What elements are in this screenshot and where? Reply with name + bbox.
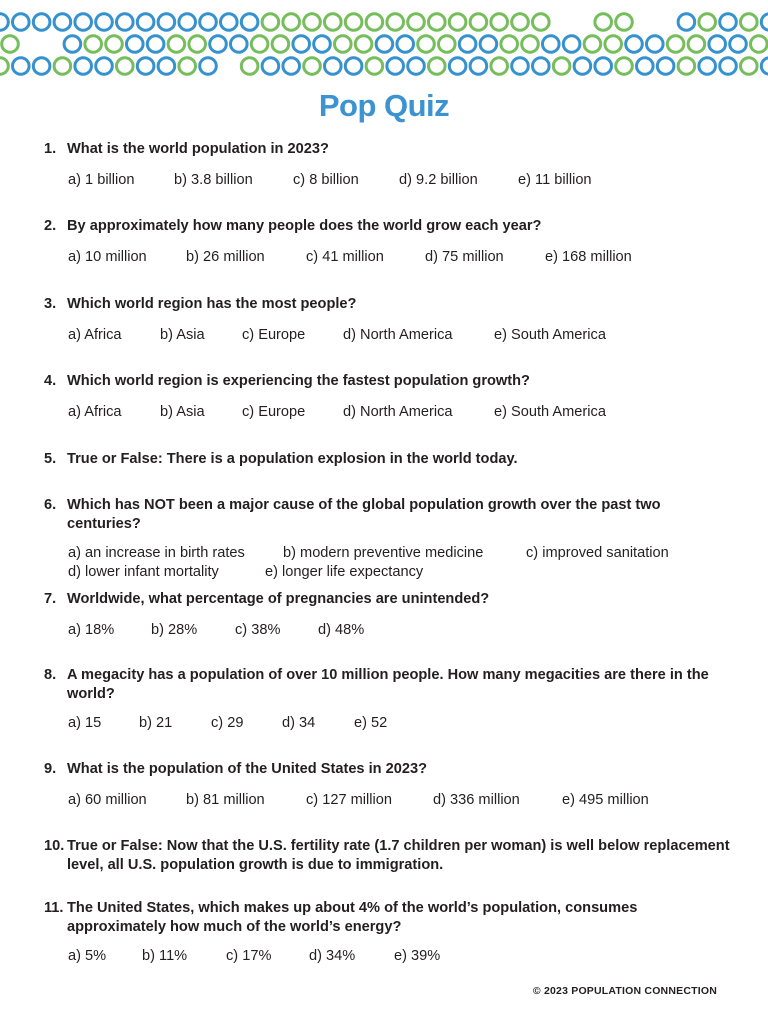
page-title: Pop Quiz xyxy=(318,88,450,123)
pattern-circle xyxy=(64,36,81,53)
question-2 xyxy=(44,217,734,267)
pattern-circle xyxy=(709,36,726,53)
pattern-circle xyxy=(491,58,508,75)
answer-option: b) Asia xyxy=(160,327,205,343)
pattern-circle xyxy=(595,58,612,75)
question-number: 2. xyxy=(44,218,57,234)
answer-option: e) 39% xyxy=(394,948,441,964)
question-number: 10. xyxy=(44,838,65,854)
pattern-circle xyxy=(304,14,321,31)
pattern-circle xyxy=(200,14,217,31)
pattern-circle xyxy=(335,36,352,53)
pattern-circle xyxy=(147,36,164,53)
pattern-circle xyxy=(366,58,383,75)
pattern-circle xyxy=(543,36,560,53)
pattern-circle xyxy=(533,14,550,31)
pattern-circle xyxy=(699,58,716,75)
answer-option: d) North America xyxy=(343,327,453,343)
pattern-circle xyxy=(429,14,446,31)
pattern-circle xyxy=(637,58,654,75)
pattern-circle xyxy=(751,36,768,53)
question-text: Which has NOT been a major cause of the global population growth over the past two centuries? xyxy=(67,497,661,532)
pattern-circle xyxy=(429,58,446,75)
pattern-circle xyxy=(595,14,612,31)
answer-option: d) 48% xyxy=(318,622,365,638)
pattern-circle xyxy=(408,58,425,75)
pattern-circle xyxy=(522,36,539,53)
pattern-circle xyxy=(741,58,758,75)
question-5 xyxy=(44,450,734,469)
header-circle-pattern xyxy=(0,0,768,82)
question-text: Which world region is experiencing the fastest population growth? xyxy=(67,373,530,389)
answer-option: c) Europe xyxy=(242,404,306,420)
answer-option: a) Africa xyxy=(68,327,122,343)
answer-option: a) 1 billion xyxy=(68,172,135,188)
question-number: 6. xyxy=(44,497,57,513)
answer-option: a) 10 million xyxy=(68,249,147,265)
pattern-circle xyxy=(345,58,362,75)
answer-option: a) 5% xyxy=(68,948,107,964)
question-number: 9. xyxy=(44,761,57,777)
answer-option: d) lower infant mortality xyxy=(68,564,219,580)
answer-option: c) Europe xyxy=(242,327,306,343)
pattern-circle xyxy=(678,58,695,75)
pattern-circle xyxy=(283,58,300,75)
answer-option: c) 17% xyxy=(226,948,272,964)
pattern-circle xyxy=(720,58,737,75)
answer-option: b) 81 million xyxy=(186,792,265,808)
pattern-circle xyxy=(2,36,19,53)
answer-option: d) North America xyxy=(343,404,453,420)
question-text: True or False: Now that the U.S. fertility rate (1.7 children per woman) is well below replacement level, all U.S. population growth is due to immigration. xyxy=(67,838,730,873)
answer-option: a) 15 xyxy=(68,715,102,731)
pattern-circle xyxy=(563,36,580,53)
pattern-circle xyxy=(241,58,258,75)
pattern-circle xyxy=(12,58,29,75)
pattern-circle xyxy=(376,36,393,53)
question-number: 1. xyxy=(44,141,57,157)
question-8 xyxy=(44,666,734,733)
pattern-circle xyxy=(678,14,695,31)
pattern-circle xyxy=(241,14,258,31)
answer-option: d) 75 million xyxy=(425,249,504,265)
question-number: 8. xyxy=(44,667,57,683)
answer-option: e) 495 million xyxy=(562,792,649,808)
answer-option: c) improved sanitation xyxy=(526,545,669,561)
answer-option: a) 18% xyxy=(68,622,115,638)
pattern-circle xyxy=(741,14,758,31)
pattern-circle xyxy=(314,36,331,53)
answer-option: c) 29 xyxy=(211,715,244,731)
pattern-circle xyxy=(491,14,508,31)
answer-option: b) Asia xyxy=(160,404,205,420)
answer-option: a) Africa xyxy=(68,404,122,420)
pattern-circle xyxy=(54,14,71,31)
pattern-circle xyxy=(117,58,134,75)
answer-option: e) 11 billion xyxy=(518,172,592,188)
pattern-circle xyxy=(397,36,414,53)
copyright-footer: © 2023 POPULATION CONNECTION xyxy=(532,985,717,997)
pattern-circle xyxy=(85,36,102,53)
question-text: Worldwide, what percentage of pregnancies are unintended? xyxy=(67,591,490,607)
question-text: Which world region has the most people? xyxy=(67,296,357,312)
pattern-circle xyxy=(96,58,113,75)
question-text: What is the world population in 2023? xyxy=(67,141,329,157)
pattern-circle xyxy=(200,58,217,75)
pattern-circle xyxy=(470,58,487,75)
pattern-circle xyxy=(325,14,342,31)
answer-option: c) 127 million xyxy=(306,792,392,808)
question-text: True or False: There is a population explosion in the world today. xyxy=(67,451,518,467)
pattern-circle xyxy=(355,36,372,53)
question-6 xyxy=(44,496,734,582)
question-1 xyxy=(44,140,734,190)
answer-option: d) 34% xyxy=(309,948,356,964)
question-3 xyxy=(44,295,734,345)
pattern-circle xyxy=(439,36,456,53)
pattern-circle xyxy=(553,58,570,75)
pattern-circle xyxy=(75,14,92,31)
answer-option: b) modern preventive medicine xyxy=(283,545,484,561)
pattern-circle xyxy=(137,14,154,31)
question-number: 5. xyxy=(44,451,57,467)
pattern-circle xyxy=(137,58,154,75)
pattern-circle xyxy=(168,36,185,53)
pattern-circle xyxy=(688,36,705,53)
answer-option: b) 21 xyxy=(139,715,173,731)
pattern-circle xyxy=(106,36,123,53)
question-11 xyxy=(44,899,734,966)
pattern-circle xyxy=(449,58,466,75)
pattern-circle xyxy=(127,36,144,53)
question-text: The United States, which makes up about 4% of the world’s population, consumes approximately how much of the world’s energy? xyxy=(67,900,638,935)
pattern-circle xyxy=(221,14,238,31)
answer-option: c) 38% xyxy=(235,622,281,638)
answer-option: d) 34 xyxy=(282,715,316,731)
pattern-circle xyxy=(387,14,404,31)
pattern-circle xyxy=(720,14,737,31)
pattern-circle xyxy=(647,36,664,53)
pattern-circle xyxy=(33,58,50,75)
pattern-circle xyxy=(761,14,768,31)
pattern-circle xyxy=(158,14,175,31)
answer-option: d) 336 million xyxy=(433,792,520,808)
pattern-circle xyxy=(0,14,8,31)
pattern-circle xyxy=(158,58,175,75)
answer-option: a) an increase in birth rates xyxy=(68,545,245,561)
question-text: A megacity has a population of over 10 million people. How many megacities are there in the world? xyxy=(67,667,709,702)
pattern-circle xyxy=(0,58,8,75)
answer-option: b) 11% xyxy=(142,948,188,964)
pattern-circle xyxy=(626,36,643,53)
pattern-circle xyxy=(616,58,633,75)
answer-option: e) 52 xyxy=(354,715,388,731)
pattern-circle xyxy=(210,36,227,53)
question-text: What is the population of the United States in 2023? xyxy=(67,761,428,777)
pattern-circle xyxy=(605,36,622,53)
pattern-circle xyxy=(179,14,196,31)
pattern-circle xyxy=(616,14,633,31)
pattern-circle xyxy=(231,36,248,53)
pattern-circle xyxy=(262,58,279,75)
pattern-circle xyxy=(387,58,404,75)
answer-option: b) 26 million xyxy=(186,249,265,265)
pattern-circle xyxy=(667,36,684,53)
pattern-circle xyxy=(33,14,50,31)
pattern-circle xyxy=(459,36,476,53)
pattern-circle xyxy=(179,58,196,75)
question-number: 4. xyxy=(44,373,57,389)
pattern-circle xyxy=(512,58,529,75)
question-4 xyxy=(44,372,734,422)
pattern-circle xyxy=(574,58,591,75)
answer-option: c) 8 billion xyxy=(293,172,359,188)
answer-option: b) 3.8 billion xyxy=(174,172,253,188)
pattern-circle xyxy=(512,14,529,31)
question-9 xyxy=(44,760,734,810)
question-number: 7. xyxy=(44,591,57,607)
answer-option: e) longer life expectancy xyxy=(265,564,424,580)
pattern-circle xyxy=(272,36,289,53)
answer-option: e) South America xyxy=(494,404,606,420)
pattern-circle xyxy=(449,14,466,31)
question-text: By approximately how many people does the world grow each year? xyxy=(67,218,542,234)
question-number: 3. xyxy=(44,296,57,312)
pattern-circle xyxy=(304,58,321,75)
pattern-circle xyxy=(96,14,113,31)
answer-option: b) 28% xyxy=(151,622,198,638)
answer-option: a) 60 million xyxy=(68,792,147,808)
pattern-circle xyxy=(251,36,268,53)
pattern-circle xyxy=(533,58,550,75)
pattern-circle xyxy=(54,58,71,75)
pattern-circle xyxy=(699,14,716,31)
answer-option: e) South America xyxy=(494,327,606,343)
answer-option: d) 9.2 billion xyxy=(399,172,478,188)
pattern-circle xyxy=(730,36,747,53)
pattern-circle xyxy=(418,36,435,53)
pattern-circle xyxy=(657,58,674,75)
pattern-circle xyxy=(408,14,425,31)
pattern-circle xyxy=(262,14,279,31)
answer-option: c) 41 million xyxy=(306,249,384,265)
pattern-circle xyxy=(283,14,300,31)
question-10 xyxy=(44,837,734,875)
pattern-circle xyxy=(75,58,92,75)
pattern-circle xyxy=(761,58,768,75)
pattern-circle xyxy=(470,14,487,31)
pattern-circle xyxy=(345,14,362,31)
pattern-circle xyxy=(293,36,310,53)
pattern-circle xyxy=(12,14,29,31)
pattern-circle xyxy=(189,36,206,53)
pattern-circle xyxy=(480,36,497,53)
question-7 xyxy=(44,590,734,640)
pattern-circle xyxy=(117,14,134,31)
pattern-circle xyxy=(584,36,601,53)
question-number: 11. xyxy=(44,900,64,916)
pattern-circle xyxy=(501,36,518,53)
answer-option: e) 168 million xyxy=(545,249,632,265)
pattern-circle xyxy=(366,14,383,31)
pattern-circle xyxy=(325,58,342,75)
